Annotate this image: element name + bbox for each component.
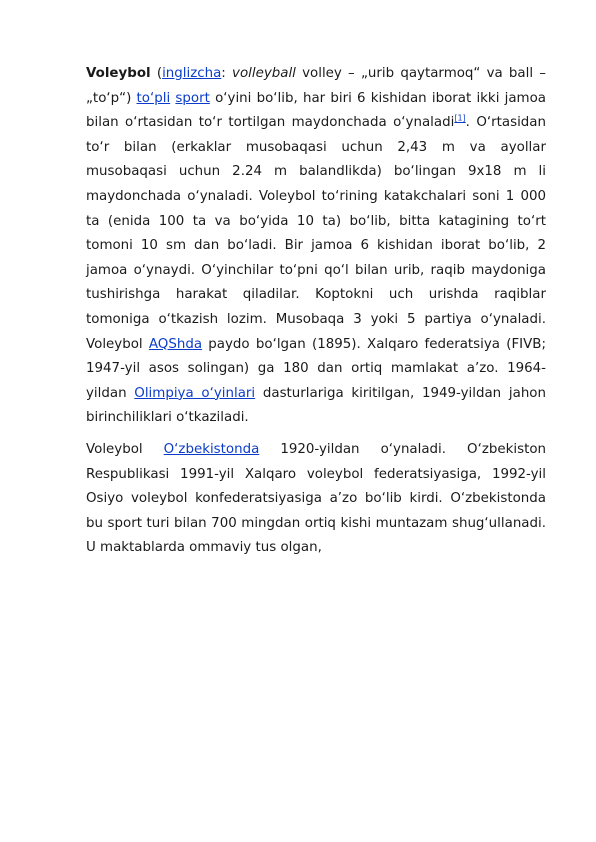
link-ozbekistonda[interactable]: O‘zbekistonda (163, 441, 260, 457)
article-body (86, 62, 546, 568)
term-volleyball: volleyball (232, 66, 296, 81)
link-olimpiya-oyinlari[interactable]: Olimpiya o‘yinlari (134, 385, 256, 401)
paragraph-intro: Voleybol (inglizcha: volleyball volley – „urib qaytarmoq“ va ball – „to‘p“) to‘pli sport o‘yini bo‘lib, har biri 6 kishidan iborat ikki jamoa bilan o‘rtasidan to‘r tortilgan maydonchada o‘ynaladi[1]. O‘rtasidan to‘r bilan (erkaklar musobaqasi uchun 2,43 m va ayollar musobaqasi uchun 2.24 m balandlikda) bo‘lingan 9x18 m li maydonchada o‘ynaladi. Voleybol to‘rining katakchalari soni 1 000 ta (enida 100 ta va bo‘yida 10 ta) bo‘lib, bitta katagining to‘rt tomoni 10 sm dan bo‘ladi. Bir jamoa 6 kishidan iborat bo‘lib, 2 jamoa o‘ynaydi. O‘yinchilar to‘pni qo‘l bilan urib, raqib maydoniga tushirishga harakat qiladilar. Koptokni uch urishda raqiblar tomoniga o‘tkazish lozim. Musobaqa 3 yoki 5 partiya o‘ynaladi. Voleybol AQShda paydo bo‘lgan (1895). Xalqaro federatsiya (FIVB; 1947-yil asos solingan) ga 180 dan ortiq mamlakat a’zo. 1964-yildan Olimpiya o‘yinlari dasturlariga kiritilgan, 1949-yildan jahon birinchiliklari o‘tkaziladi. (86, 66, 546, 426)
reference-1[interactable]: [1] (454, 113, 466, 123)
link-inglizcha[interactable]: inglizcha (162, 66, 222, 81)
link-aqshda[interactable]: AQShda (148, 336, 203, 352)
paragraph-uzbekistan: Voleybol O‘zbekistonda 1920-yildan o‘ynaladi. O‘zbekiston Respublikasi 1991-yil Xalqaro voleybol federatsiyasiga, 1992-yil Osiyo voleybol konfederatsiyasiga a’zo bo‘lib kirdi. O‘zbekistonda bu sport turi bilan 700 mingdan ortiq kishi muntazam shug‘ullanadi. U maktablarda ommaviy tus olgan, (86, 441, 546, 556)
article-title: Voleybol (86, 66, 151, 81)
link-topli[interactable]: to‘pli (136, 90, 171, 106)
link-sport[interactable]: sport (175, 90, 210, 106)
